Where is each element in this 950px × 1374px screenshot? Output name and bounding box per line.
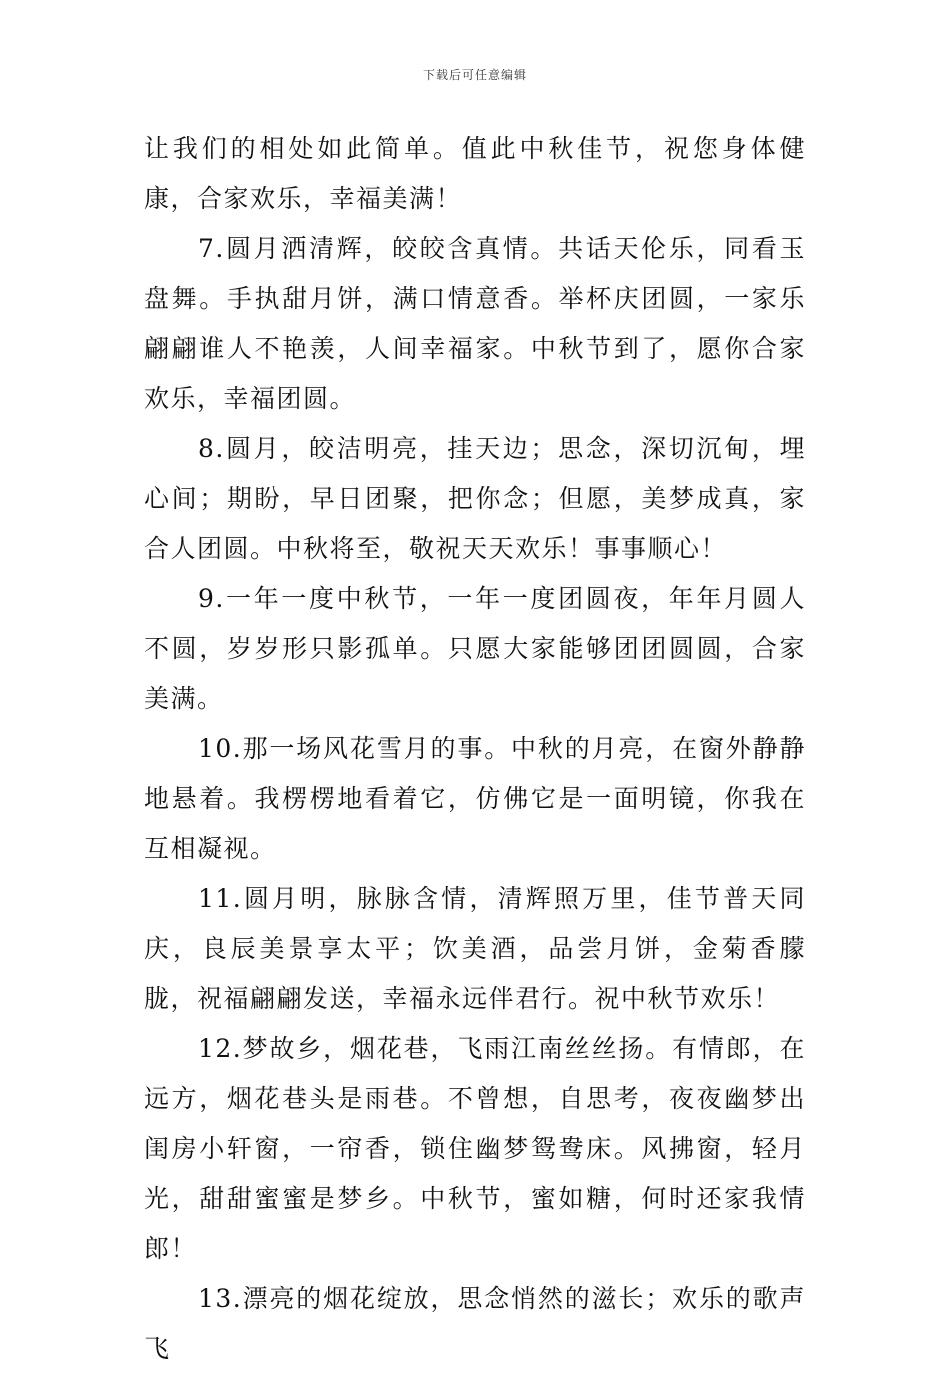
paragraph: 让我们的相处如此简单。值此中秋佳节，祝您身体健康，合家欢乐，幸福美满！ [144, 134, 806, 213]
paragraph: 7.圆月洒清辉，皎皎含真情。共话天伦乐，同看玉盘舞。手执甜月饼，满口情意香。举杯庆团圆，一家乐翩翩谁人不艳羡，人间幸福家。中秋节到了，愿你合家欢乐，幸福团圆。 [144, 234, 806, 413]
paragraph: 13.漂亮的烟花绽放，思念悄然的滋长；欢乐的歌声飞 [144, 1284, 806, 1363]
paragraph: 8.圆月，皎洁明亮，挂天边；思念，深切沉甸，埋心间；期盼，早日团聚，把你念；但愿，美梦成真，家合人团圆。中秋将至，敬祝天天欢乐！事事顺心！ [144, 434, 806, 563]
paragraph: 12.梦故乡，烟花巷，飞雨江南丝丝扬。有情郎，在远方，烟花巷头是雨巷。不曾想，自思考，夜夜幽梦出闺房小轩窗，一帘香，锁住幽梦鸳鸯床。风拂窗，轻月光，甜甜蜜蜜是梦乡。中秋节，蜜如糖，何时还家我情郎！ [144, 1034, 806, 1263]
header-note: 下载后可任意编辑 [422, 68, 527, 82]
paragraph: 10.那一场风花雪月的事。中秋的月亮，在窗外静静地悬着。我楞楞地看着它，仿佛它是一面明镜，你我在互相凝视。 [144, 734, 806, 863]
body-text [144, 124, 806, 1374]
paragraph: 9.一年一度中秋节，一年一度团圆夜，年年月圆人不圆，岁岁形只影孤单。只愿大家能够团团圆圆，合家美满。 [144, 584, 806, 713]
paragraph: 11.圆月明，脉脉含情，清辉照万里，佳节普天同庆，良辰美景享太平；饮美酒，品尝月饼，金菊香朦胧，祝福翩翩发送，幸福永远伴君行。祝中秋节欢乐！ [144, 884, 806, 1013]
